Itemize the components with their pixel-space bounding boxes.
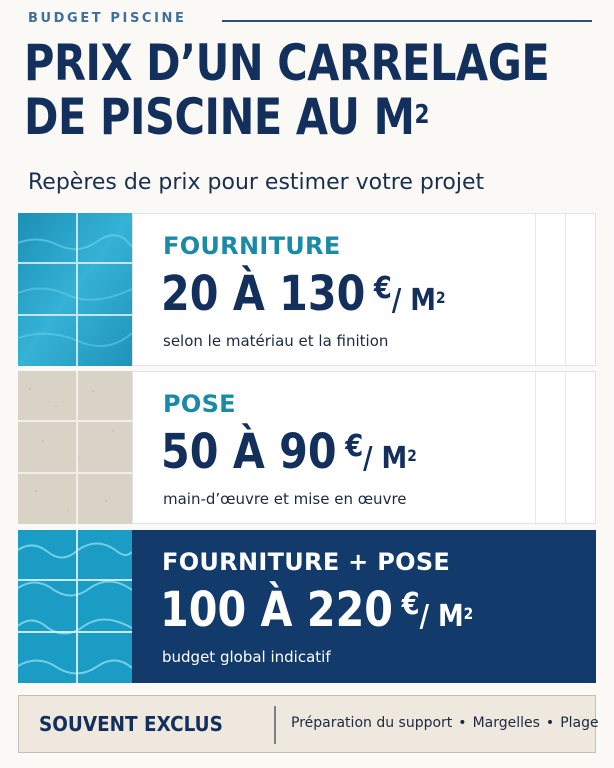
- card-note: budget global indicatif: [162, 648, 331, 666]
- title-line-2: DE PISCINE AU M: [24, 88, 415, 146]
- price-unit: / M: [363, 441, 408, 476]
- excluded-item: Margelles: [472, 715, 540, 731]
- kicker-rule: [222, 20, 592, 22]
- price-card-pose: [132, 371, 596, 524]
- card-label: FOURNITURE: [163, 232, 341, 260]
- euro-symbol: €: [401, 587, 420, 622]
- excluded-banner: [18, 695, 599, 753]
- kicker: BUDGET PISCINE: [28, 11, 187, 26]
- euro-symbol: €: [373, 271, 392, 306]
- price-unit-superscript: 2: [463, 604, 474, 623]
- bullet-separator: •: [545, 715, 555, 731]
- price-unit-superscript: 2: [435, 288, 446, 307]
- price-unit-superscript: 2: [407, 446, 417, 465]
- pool-water-tiles-icon: [18, 213, 132, 366]
- card-price: [161, 264, 446, 331]
- price-unit: / M: [391, 283, 436, 318]
- price-range: 50 À 90: [161, 424, 337, 480]
- price-card-fourniture-pose: [132, 530, 596, 683]
- card-price: [160, 580, 473, 647]
- excluded-divider: [274, 706, 276, 744]
- page-title: [24, 36, 549, 144]
- title-line-1: PRIX D’UN CARRELAGE: [24, 34, 550, 92]
- price-range: 100 À 220: [160, 582, 394, 638]
- excluded-items: [291, 715, 599, 731]
- page-subtitle: Repères de prix pour estimer votre projet: [28, 170, 485, 195]
- card-note: main-d’œuvre et mise en œuvre: [163, 490, 407, 508]
- excluded-title: SOUVENT EXCLUS: [39, 712, 223, 736]
- euro-symbol: €: [345, 429, 364, 464]
- price-range: 20 À 130: [161, 266, 366, 322]
- sand-stone-tiles-icon: [18, 371, 132, 524]
- card-label: POSE: [163, 390, 236, 418]
- bullet-separator: •: [458, 715, 467, 731]
- price-card-fourniture: [132, 213, 596, 366]
- pool-water-tiles-wavy-icon: [18, 530, 132, 683]
- card-label: FOURNITURE + POSE: [162, 548, 451, 576]
- card-price: [161, 422, 417, 489]
- excluded-item: Plage: [560, 715, 599, 731]
- title-superscript: 2: [414, 100, 430, 130]
- price-unit: / M: [419, 599, 464, 634]
- card-note: selon le matériau et la finition: [163, 332, 389, 350]
- excluded-item: Préparation du support: [291, 715, 453, 731]
